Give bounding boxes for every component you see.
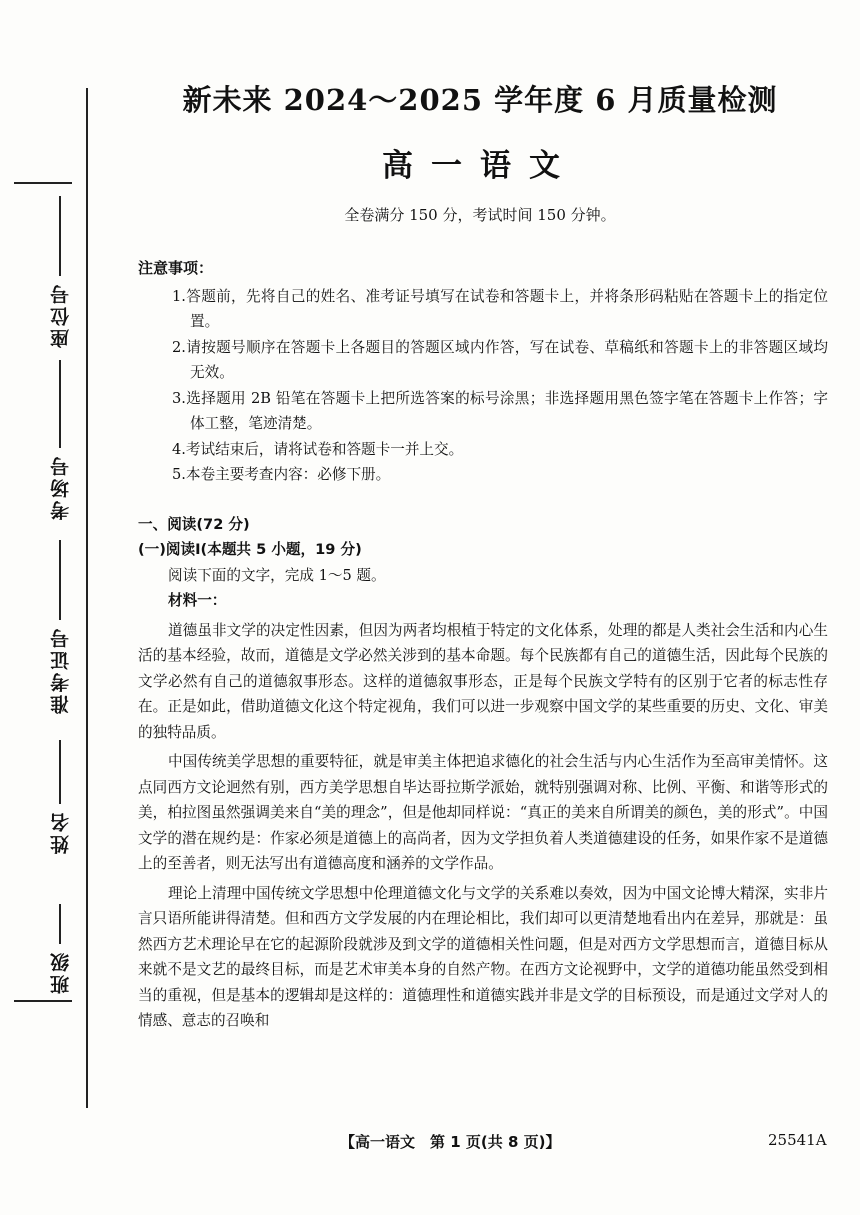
seat-number-label: 座位号 — [49, 282, 72, 348]
page-footer — [0, 1131, 860, 1155]
material-label: 材料一： — [168, 592, 227, 609]
paper-code: 25541A — [768, 1131, 827, 1149]
page-content — [138, 256, 828, 1034]
notice-item: 3.选择题用 2B 铅笔在答题卡上把所选答案的标号涂黑；非选择题用黑色签字笔在答题卡上作答；字体工整，笔迹清楚。 — [172, 389, 828, 432]
notice-item: 4.考试结束后，请将试卷和答题卡一并上交。 — [172, 440, 464, 458]
exam-room-label: 考场号 — [49, 454, 72, 520]
seat-number-field[interactable] — [40, 196, 80, 354]
exam-title: 新未来 2024～2025 学年度 6 月质量检测 — [182, 83, 778, 117]
reading-instruction: 阅读下面的文字，完成 1～5 题。 — [168, 566, 386, 584]
section-title: 一、阅读(72 分) — [138, 515, 250, 533]
subject-title: 高一语文 — [382, 148, 578, 184]
binding-rule-top — [14, 182, 72, 184]
subsection-title: (一)阅读Ⅰ(本题共 5 小题，19 分) — [138, 541, 362, 558]
ticket-number-label: 准考证号 — [49, 626, 72, 714]
class-field[interactable] — [40, 904, 80, 1000]
material-paragraph: 理论上清理中国传统文学思想中伦理道德文化与文学的关系难以奏效，因为中国文论博大精深，实非片言只语所能讲得清楚。但和西方文学发展的内在理论相比，我们却可以更清楚地看出内在差异，那就是：虽然西方艺术理论早在它的起源阶段就涉及到文学的道德相关性问题，但是对西方文学思想而言，道德目标从来就不是文艺的最终目标，而是艺术审美本身的自然产物。在西方文论视野中，文学的道德功能虽然受到相当的重视，但是基本的逻辑却是这样的：道德理性和道德实践并非是文学的目标预设，而是通过文学对人的情感、意志的召唤和 — [138, 884, 828, 1029]
material-paragraph: 道德虽非文学的决定性因素，但因为两者均根植于特定的文化体系，处理的都是人类社会生活和内心生活的基本经验，故而，道德是文学必然关涉到的基本命题。每个民族都有自己的道德生活，因此每个民族的文学必然有自己的道德叙事形态。这样的道德叙事形态，正是每个民族文学特有的区别于它者的标志性存在。正是如此，借助道德文化这个特定视角，我们可以进一步观察中国文学的某些重要的历史、文化、审美的独特品质。 — [138, 621, 828, 741]
notice-title: 注意事项： — [138, 259, 214, 277]
student-name-label: 姓名 — [49, 810, 72, 854]
binding-line — [86, 88, 88, 1108]
ticket-number-field[interactable] — [40, 540, 80, 720]
exam-room-field[interactable] — [40, 360, 80, 526]
notice-item: 5.本卷主要考查内容：必修下册。 — [172, 466, 391, 483]
student-name-field[interactable] — [40, 740, 80, 860]
class-label: 班级 — [49, 950, 72, 994]
notice-item: 2.请按题号顺序在答题卡上各题目的答题区域内作答，写在试卷、草稿纸和答题卡上的非答题区域均无效。 — [172, 338, 828, 381]
notice-list — [138, 284, 828, 488]
material-paragraph: 中国传统美学思想的重要特征，就是审美主体把追求德化的社会生活与内心生活作为至高审美情怀。这点同西方文论迥然有别，西方美学思想自毕达哥拉斯学派始，就特别强调对称、比例、平衡、和谐等形式的美，柏拉图虽然强调美来自“美的理念”，但是他却同样说：“真正的美来自所谓美的颜色，美的形式”。中国文学的潜在规约是：作家必须是道德上的高尚者，因为文学担负着人类道德建设的任务，如果作家不是道德上的至善者，则无法写出有道德高度和涵养的文学作品。 — [138, 753, 828, 872]
notice-item: 1.答题前，先将自己的姓名、准考证号填写在试卷和答题卡上，并将条形码粘贴在答题卡上的指定位置。 — [172, 287, 828, 330]
exam-info: 全卷满分 150 分，考试时间 150 分钟。 — [344, 206, 616, 224]
binding-rule-bottom — [14, 1000, 72, 1002]
page-number: 【高一语文 第 1 页(共 8 页)】 — [340, 1133, 561, 1151]
